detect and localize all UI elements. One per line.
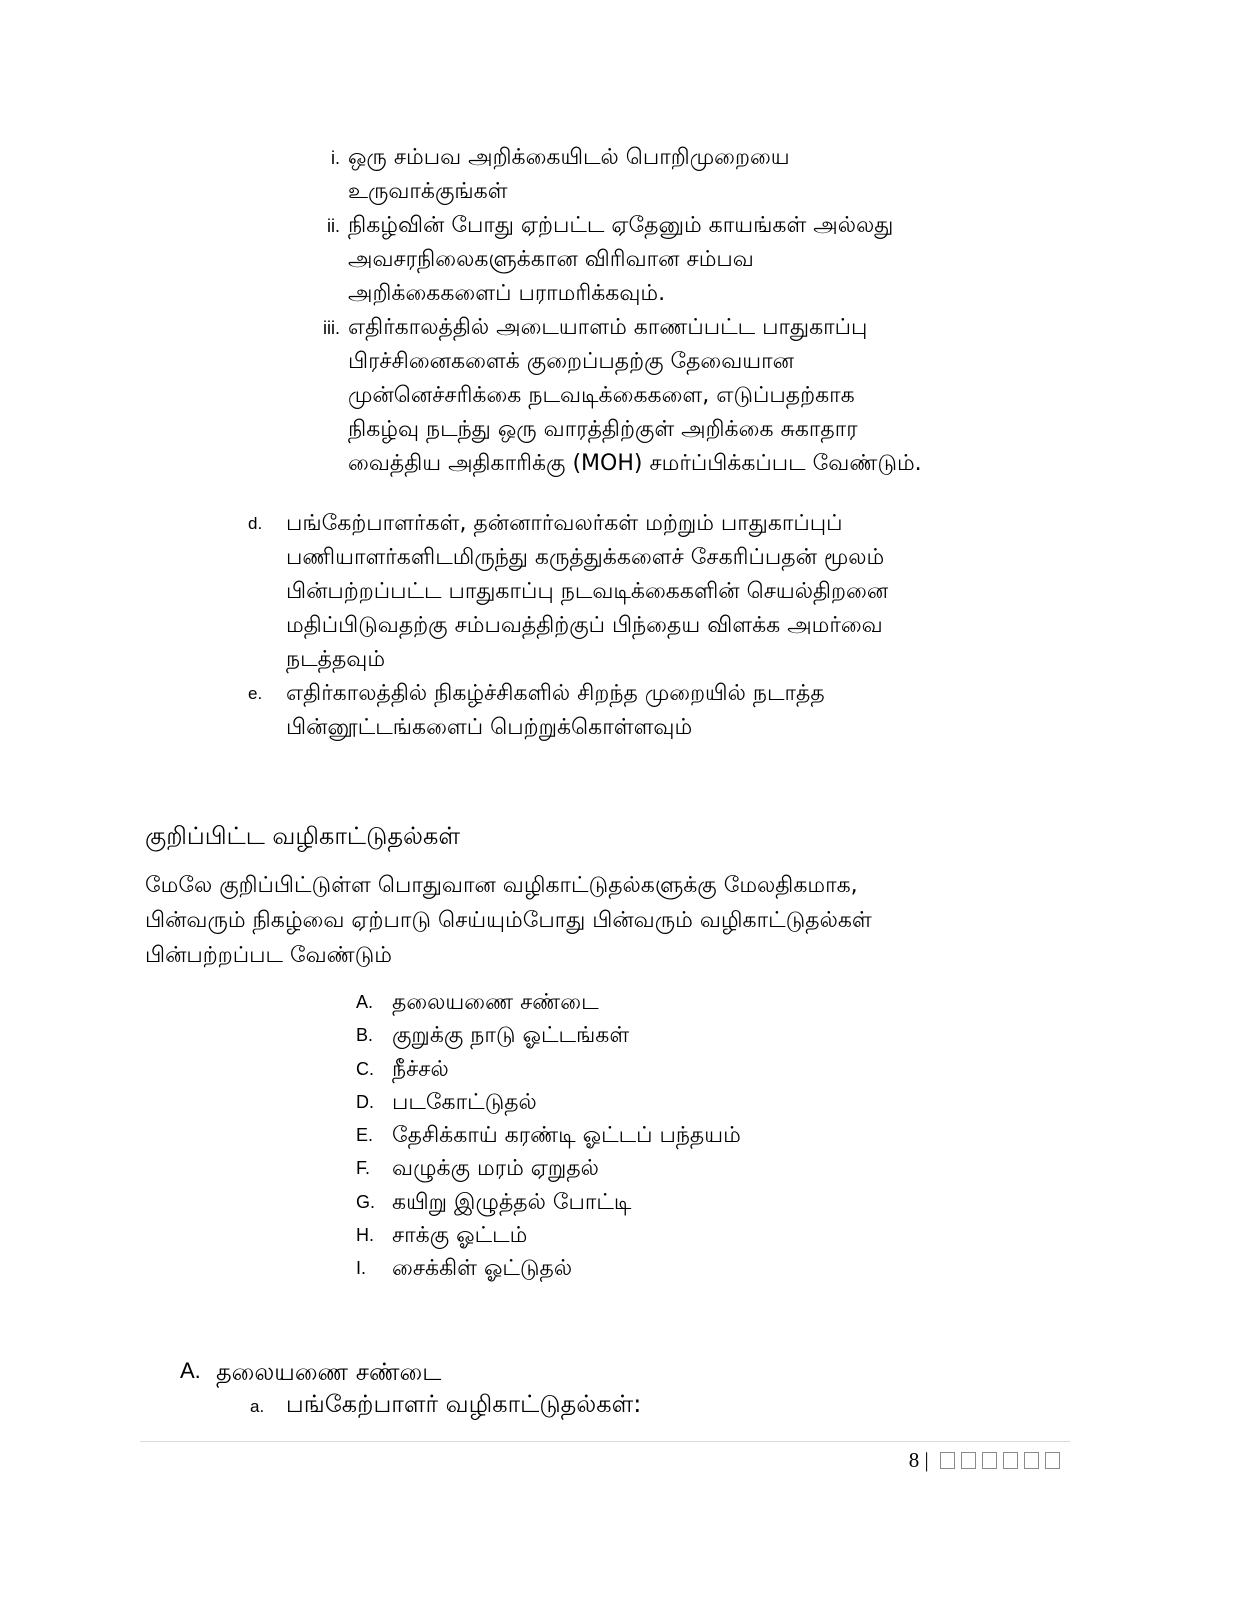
list-line: முன்னெச்சரிக்கை நடவடிக்கைகளை, எடுப்பதற்காக [348, 383, 855, 408]
list-item [356, 1119, 741, 1152]
list-item [331, 141, 922, 175]
event-name: படகோட்டுதல் [392, 1089, 537, 1115]
event-name: கயிறு இழுத்தல் போட்டி [392, 1189, 632, 1215]
list-line: உருவாக்குங்கள் [348, 179, 508, 204]
list-marker: E. [356, 1125, 374, 1146]
list-line: அவசரநிலைகளுக்கான விரிவான சம்பவ [348, 247, 754, 272]
page-footer [909, 1448, 1060, 1473]
list-line: நிகழ்வு நடந்து ஒரு வாரத்திற்குள் அறிக்கை சுகாதார [348, 417, 858, 442]
list-marker: A. [356, 992, 374, 1012]
list-line: பிரச்சினைகளைக் குறைப்பதற்கு தேவையான [348, 349, 794, 374]
missing-glyph-icon [940, 1452, 955, 1469]
paragraph-line: மேலே குறிப்பிட்டுள்ள பொதுவான வழிகாட்டுதல்களுக்கு மேலதிகமாக, [145, 873, 858, 898]
list-item [248, 507, 888, 541]
list-marker: G. [356, 1191, 376, 1212]
list-marker: iii. [323, 318, 340, 338]
roman-list [323, 141, 922, 481]
subsection-heading [180, 1358, 441, 1389]
list-marker: D. [356, 1091, 374, 1112]
event-list [356, 986, 741, 1286]
list-item [356, 1086, 741, 1119]
list-line: பங்கேற்பாளர்கள், தன்னார்வலர்கள் மற்றும் பாதுகாப்புப் [286, 511, 843, 536]
paragraph-line: பின்பற்றப்பட வேண்டும் [145, 943, 392, 968]
letter-list [248, 507, 889, 745]
list-item [356, 1252, 741, 1285]
list-item [248, 677, 888, 711]
footer-separator: | [924, 1448, 929, 1472]
list-line: அறிக்கைகளைப் பராமரிக்கவும். [348, 281, 666, 306]
missing-glyph-icon [1045, 1452, 1060, 1469]
list-line: எதிர்காலத்தில் அடையாளம் காணப்பட்ட பாதுகாப்பு [348, 315, 868, 340]
missing-glyph-icon [982, 1452, 997, 1469]
list-marker: B. [356, 1025, 374, 1046]
list-line: மதிப்பிடுவதற்கு சம்பவத்திற்குப் பிந்தைய விளக்க அமர்வை [286, 613, 883, 638]
section-title: தலையணை சண்டை [216, 1358, 442, 1386]
list-item [356, 986, 741, 1019]
list-line: பணியாளர்களிடமிருந்து கருத்துக்களைச் சேகரிப்பதன் மூலம் [286, 545, 885, 570]
event-name: குறுக்கு நாடு ஓட்டங்கள் [392, 1023, 630, 1049]
list-line: நிகழ்வின் போது ஏற்பட்ட ஏதேனும் காயங்கள் அல்லது [348, 213, 894, 238]
missing-glyph-icon [961, 1452, 976, 1469]
event-name: தேசிக்காய் கரண்டி ஓட்டப் பந்தயம் [392, 1123, 741, 1149]
list-marker: F. [356, 1158, 371, 1179]
page-number: 8 [908, 1448, 920, 1472]
list-marker: H. [356, 1225, 374, 1246]
event-name: சைக்கிள் ஓட்டுதல் [392, 1256, 573, 1282]
list-item [323, 311, 922, 345]
missing-glyph-icon [1024, 1452, 1039, 1469]
subsection-marker: a. [250, 1397, 265, 1416]
list-marker: C. [356, 1058, 374, 1079]
list-marker: i. [331, 148, 340, 168]
list-item [356, 1186, 741, 1219]
list-item [356, 1152, 741, 1185]
sub-subsection-heading [250, 1390, 641, 1421]
list-item [356, 1219, 741, 1252]
section-heading: குறிப்பிட்ட வழிகாட்டுதல்கள் [145, 822, 460, 850]
list-line: ஒரு சம்பவ அறிக்கையிடல் பொறிமுறையை [348, 145, 790, 170]
section-marker: A. [180, 1358, 201, 1383]
list-line: பின்பற்றப்பட்ட பாதுகாப்பு நடவடிக்கைகளின் செயல்திறனை [286, 579, 889, 604]
list-line: எதிர்காலத்தில் நிகழ்ச்சிகளில் சிறந்த முறையில் நடாத்த [286, 681, 825, 706]
event-name: நீச்சல் [392, 1056, 449, 1082]
paragraph-line: பின்வரும் நிகழ்வை ஏற்பாடு செய்யும்போது பின்வரும் வழிகாட்டுதல்கள் [145, 908, 872, 933]
list-line: வைத்திய அதிகாரிக்கு (MOH) சமர்ப்பிக்கப்பட வேண்டும். [348, 451, 922, 476]
list-marker: I. [356, 1258, 367, 1279]
subsection-title: பங்கேற்பாளர் வழிகாட்டுதல்கள்: [285, 1390, 642, 1418]
event-name: சாக்கு ஓட்டம் [392, 1223, 528, 1249]
list-line: நடத்தவும் [286, 647, 386, 672]
event-name: தலையணை சண்டை [392, 990, 599, 1015]
list-item [327, 209, 922, 243]
list-marker: e. [248, 684, 263, 703]
list-marker: d. [248, 514, 263, 533]
intro-paragraph [145, 868, 1105, 973]
event-name: வழுக்கு மரம் ஏறுதல் [392, 1156, 599, 1182]
footer-divider [140, 1441, 1070, 1442]
list-item [356, 1019, 741, 1052]
list-line: பின்னூட்டங்களைப் பெற்றுக்கொள்ளவும் [286, 715, 693, 740]
missing-glyph-icon [1003, 1452, 1018, 1469]
list-item [356, 1053, 741, 1086]
list-marker: ii. [327, 216, 340, 236]
